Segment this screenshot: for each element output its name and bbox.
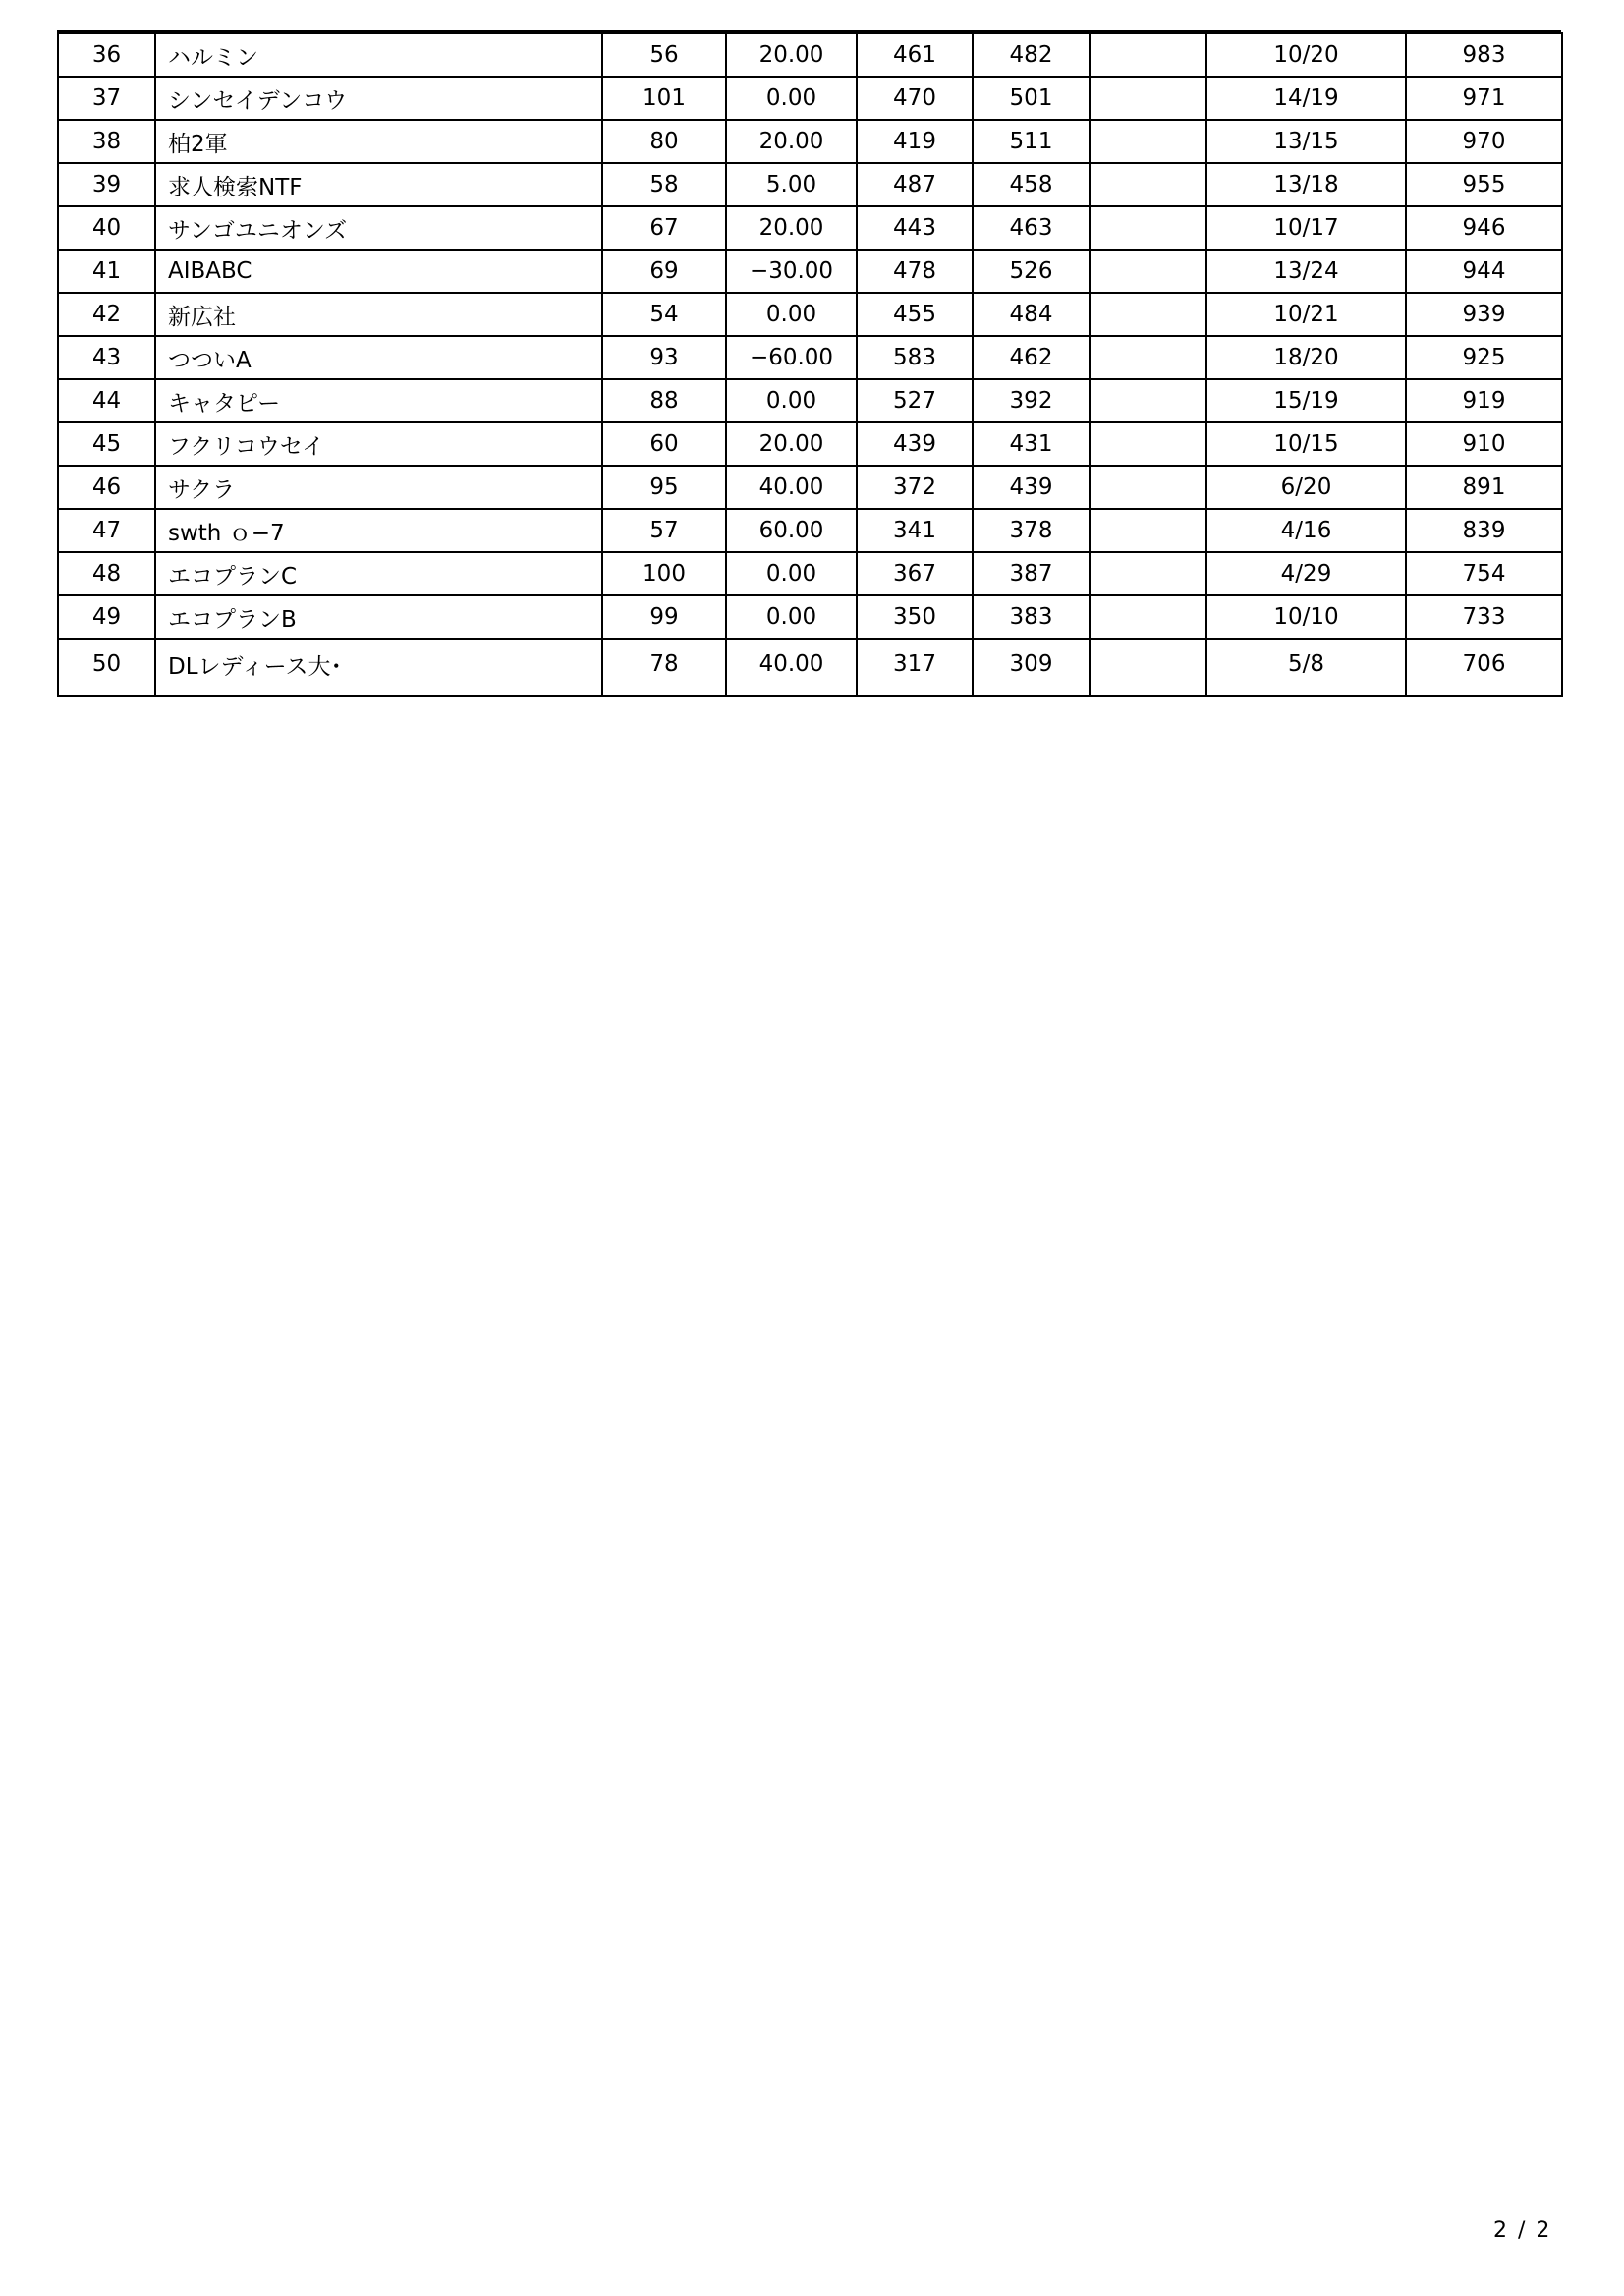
rank-cell: 48 — [58, 552, 155, 595]
value-cell: 20.00 — [726, 422, 857, 466]
team-name-cell: サクラ — [155, 466, 602, 509]
value-cell: 487 — [857, 163, 973, 206]
rank-cell: 38 — [58, 120, 155, 163]
value-cell: 378 — [973, 509, 1090, 552]
value-cell: 60 — [602, 422, 726, 466]
blank-cell — [1090, 336, 1206, 379]
rank-cell: 42 — [58, 293, 155, 336]
rank-cell: 49 — [58, 595, 155, 639]
total-cell: 733 — [1406, 595, 1562, 639]
value-cell: 462 — [973, 336, 1090, 379]
table-row — [58, 33, 1562, 77]
total-cell: 891 — [1406, 466, 1562, 509]
value-cell: 463 — [973, 206, 1090, 250]
table-row — [58, 206, 1562, 250]
rank-cell: 41 — [58, 250, 155, 293]
value-cell: 482 — [973, 33, 1090, 77]
table-row — [58, 466, 1562, 509]
ratio-cell: 10/10 — [1206, 595, 1406, 639]
value-cell: 419 — [857, 120, 973, 163]
total-cell: 971 — [1406, 77, 1562, 120]
value-cell: 0.00 — [726, 595, 857, 639]
blank-cell — [1090, 120, 1206, 163]
value-cell: −60.00 — [726, 336, 857, 379]
table-row — [58, 379, 1562, 422]
blank-cell — [1090, 466, 1206, 509]
ratio-cell: 18/20 — [1206, 336, 1406, 379]
rank-cell: 45 — [58, 422, 155, 466]
value-cell: 88 — [602, 379, 726, 422]
ratio-cell: 10/17 — [1206, 206, 1406, 250]
team-name-cell: 求人検索NTF — [155, 163, 602, 206]
ratio-cell: 10/20 — [1206, 33, 1406, 77]
team-name-cell: キャタピー — [155, 379, 602, 422]
total-cell: 919 — [1406, 379, 1562, 422]
team-name-cell: エコプランB — [155, 595, 602, 639]
value-cell: 511 — [973, 120, 1090, 163]
value-cell: 58 — [602, 163, 726, 206]
value-cell: 100 — [602, 552, 726, 595]
value-cell: 95 — [602, 466, 726, 509]
value-cell: 99 — [602, 595, 726, 639]
blank-cell — [1090, 639, 1206, 696]
rank-cell: 36 — [58, 33, 155, 77]
table-row — [58, 422, 1562, 466]
rank-cell: 46 — [58, 466, 155, 509]
total-cell: 839 — [1406, 509, 1562, 552]
team-name-cell: 柏2軍 — [155, 120, 602, 163]
rank-cell: 39 — [58, 163, 155, 206]
table-row — [58, 250, 1562, 293]
value-cell: 78 — [602, 639, 726, 696]
value-cell: 69 — [602, 250, 726, 293]
value-cell: 57 — [602, 509, 726, 552]
blank-cell — [1090, 33, 1206, 77]
table-row — [58, 595, 1562, 639]
total-cell: 910 — [1406, 422, 1562, 466]
value-cell: 40.00 — [726, 466, 857, 509]
value-cell: 350 — [857, 595, 973, 639]
ratio-cell: 14/19 — [1206, 77, 1406, 120]
total-cell: 983 — [1406, 33, 1562, 77]
ratio-cell: 10/21 — [1206, 293, 1406, 336]
value-cell: 67 — [602, 206, 726, 250]
total-cell: 754 — [1406, 552, 1562, 595]
team-name-cell: 新広社 — [155, 293, 602, 336]
table-row — [58, 639, 1562, 696]
blank-cell — [1090, 293, 1206, 336]
value-cell: 372 — [857, 466, 973, 509]
table-row — [58, 336, 1562, 379]
value-cell: 20.00 — [726, 206, 857, 250]
ratio-cell: 4/29 — [1206, 552, 1406, 595]
value-cell: 478 — [857, 250, 973, 293]
team-name-cell: AIBABC — [155, 250, 602, 293]
rank-cell: 40 — [58, 206, 155, 250]
team-name-cell: ハルミン — [155, 33, 602, 77]
value-cell: 439 — [973, 466, 1090, 509]
ratio-cell: 5/8 — [1206, 639, 1406, 696]
page-number: 2 / 2 — [1493, 2218, 1552, 2243]
team-name-cell: DLレディース大･ — [155, 639, 602, 696]
table-row — [58, 293, 1562, 336]
value-cell: 387 — [973, 552, 1090, 595]
blank-cell — [1090, 77, 1206, 120]
value-cell: 431 — [973, 422, 1090, 466]
blank-cell — [1090, 509, 1206, 552]
team-name-cell: フクリコウセイ — [155, 422, 602, 466]
value-cell: 0.00 — [726, 379, 857, 422]
value-cell: 101 — [602, 77, 726, 120]
blank-cell — [1090, 422, 1206, 466]
rank-cell: 50 — [58, 639, 155, 696]
ratio-cell: 13/18 — [1206, 163, 1406, 206]
total-cell: 946 — [1406, 206, 1562, 250]
team-name-cell: シンセイデンコウ — [155, 77, 602, 120]
value-cell: 458 — [973, 163, 1090, 206]
value-cell: 20.00 — [726, 33, 857, 77]
table-row — [58, 552, 1562, 595]
value-cell: 40.00 — [726, 639, 857, 696]
total-cell: 706 — [1406, 639, 1562, 696]
value-cell: 60.00 — [726, 509, 857, 552]
value-cell: 341 — [857, 509, 973, 552]
value-cell: 443 — [857, 206, 973, 250]
value-cell: 317 — [857, 639, 973, 696]
blank-cell — [1090, 379, 1206, 422]
table-row — [58, 120, 1562, 163]
ratio-cell: 13/24 — [1206, 250, 1406, 293]
ratio-cell: 6/20 — [1206, 466, 1406, 509]
rank-cell: 47 — [58, 509, 155, 552]
value-cell: 392 — [973, 379, 1090, 422]
value-cell: 54 — [602, 293, 726, 336]
results-table — [57, 32, 1563, 697]
blank-cell — [1090, 206, 1206, 250]
total-cell: 970 — [1406, 120, 1562, 163]
value-cell: 527 — [857, 379, 973, 422]
value-cell: 367 — [857, 552, 973, 595]
value-cell: 526 — [973, 250, 1090, 293]
team-name-cell: サンゴユニオンズ — [155, 206, 602, 250]
total-cell: 944 — [1406, 250, 1562, 293]
value-cell: 309 — [973, 639, 1090, 696]
rank-cell: 43 — [58, 336, 155, 379]
table-row — [58, 163, 1562, 206]
rank-cell: 37 — [58, 77, 155, 120]
blank-cell — [1090, 163, 1206, 206]
ratio-cell: 10/15 — [1206, 422, 1406, 466]
value-cell: −30.00 — [726, 250, 857, 293]
rank-cell: 44 — [58, 379, 155, 422]
blank-cell — [1090, 250, 1206, 293]
value-cell: 461 — [857, 33, 973, 77]
team-name-cell: swth ｏ−7 — [155, 509, 602, 552]
value-cell: 383 — [973, 595, 1090, 639]
value-cell: 470 — [857, 77, 973, 120]
value-cell: 56 — [602, 33, 726, 77]
ratio-cell: 15/19 — [1206, 379, 1406, 422]
value-cell: 0.00 — [726, 77, 857, 120]
blank-cell — [1090, 595, 1206, 639]
value-cell: 484 — [973, 293, 1090, 336]
table-row — [58, 509, 1562, 552]
value-cell: 5.00 — [726, 163, 857, 206]
value-cell: 439 — [857, 422, 973, 466]
blank-cell — [1090, 552, 1206, 595]
value-cell: 0.00 — [726, 552, 857, 595]
value-cell: 0.00 — [726, 293, 857, 336]
table-body — [58, 33, 1562, 696]
total-cell: 925 — [1406, 336, 1562, 379]
value-cell: 501 — [973, 77, 1090, 120]
ratio-cell: 4/16 — [1206, 509, 1406, 552]
total-cell: 939 — [1406, 293, 1562, 336]
team-name-cell: エコプランC — [155, 552, 602, 595]
team-name-cell: つついA — [155, 336, 602, 379]
value-cell: 455 — [857, 293, 973, 336]
value-cell: 93 — [602, 336, 726, 379]
value-cell: 20.00 — [726, 120, 857, 163]
total-cell: 955 — [1406, 163, 1562, 206]
value-cell: 80 — [602, 120, 726, 163]
table-row — [58, 77, 1562, 120]
value-cell: 583 — [857, 336, 973, 379]
ratio-cell: 13/15 — [1206, 120, 1406, 163]
